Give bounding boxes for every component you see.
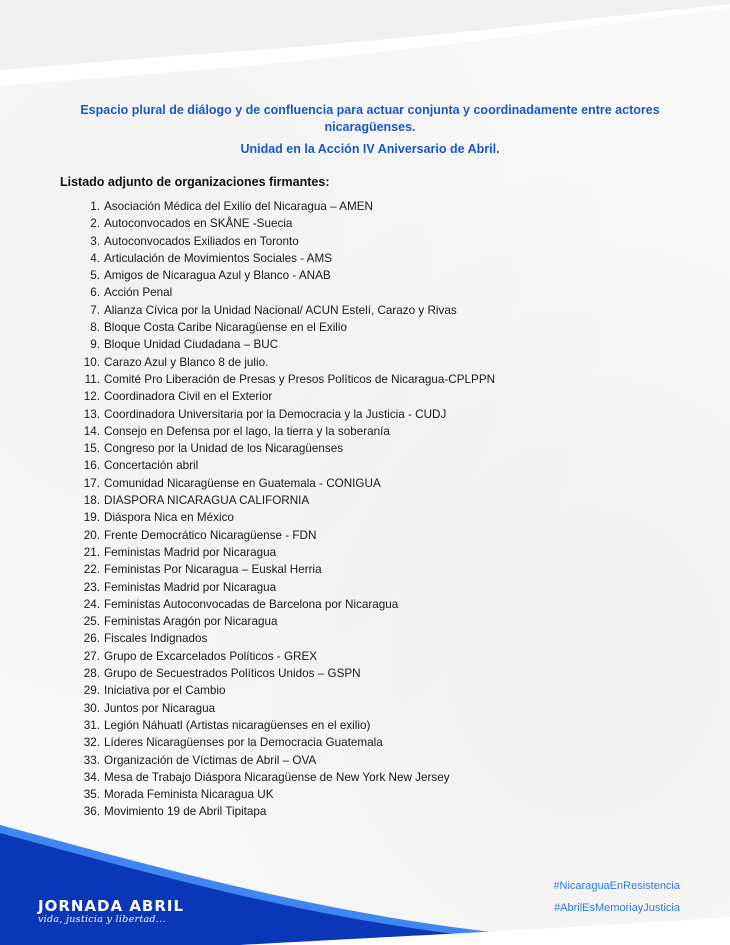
organization-item: [60, 786, 660, 803]
organization-number: 32.: [83, 736, 100, 750]
organization-number: 36.: [83, 805, 100, 819]
document-title: Espacio plural de diálogo y de confluencia para actuar conjunta y coordinadamente entre actores nicaragüenses.: [80, 103, 660, 134]
organization-number: 27.: [83, 649, 100, 663]
organization-number: 22.: [83, 563, 100, 577]
organization-number: 11.: [84, 372, 100, 386]
organization-number: 20.: [83, 528, 100, 542]
organization-item: [60, 440, 660, 457]
organization-item: [60, 457, 660, 474]
organization-item: [60, 509, 660, 526]
organization-item: [60, 354, 660, 371]
organization-item: [60, 613, 660, 630]
organization-name: DIASPORA NICARAGUA CALIFORNIA: [104, 494, 310, 508]
organization-name: Feministas Autoconvocadas de Barcelona por Nicaragua: [104, 597, 399, 611]
organization-item: [60, 336, 660, 353]
organization-item: [60, 769, 660, 786]
organization-name: Grupo de Excarcelados Políticos - GREX: [104, 649, 318, 663]
organization-item: [60, 267, 660, 284]
organization-number: 7.: [90, 303, 100, 317]
organization-number: 3.: [90, 234, 100, 248]
organization-name: Feministas Madrid por Nicaragua: [104, 580, 277, 594]
organization-item: [60, 388, 660, 405]
organization-number: 33.: [83, 753, 100, 767]
organization-item: [60, 717, 660, 734]
organization-number: 4.: [90, 251, 100, 265]
organization-number: 14.: [83, 424, 100, 438]
organization-item: [60, 215, 660, 232]
organization-name: Comité Pro Liberación de Presas y Presos Políticos de Nicaragua-CPLPPN: [104, 372, 496, 386]
organization-item: [60, 752, 660, 769]
organization-number: 31.: [83, 718, 100, 732]
organization-name: Organización de Víctimas de Abril – OVA: [104, 753, 317, 767]
organization-number: 10.: [83, 355, 100, 369]
organization-name: Grupo de Secuestrados Políticos Unidos – GSPN: [104, 667, 361, 681]
organization-number: 16.: [83, 459, 100, 473]
organization-item: [60, 579, 660, 596]
organization-name: Legión Náhuatl (Artistas nicaragüenses en el exilio): [104, 718, 371, 732]
organization-name: Alianza Cívica por la Unidad Nacional/ ACUN Estelí, Carazo y Rivas: [104, 303, 457, 317]
organization-item: [60, 475, 660, 492]
logo-tagline: vida, justicia y libertad...: [38, 914, 166, 925]
organization-name: Acción Penal: [104, 286, 173, 300]
organization-name: Diáspora Nica en México: [104, 511, 234, 525]
organization-item: [60, 682, 660, 699]
organization-number: 15.: [83, 442, 100, 456]
organization-name: Consejo en Defensa por el lago, la tierra y la soberanía: [104, 424, 390, 438]
organization-item: [60, 250, 660, 267]
organization-item: [60, 734, 660, 751]
organization-name: Concertación abril: [104, 459, 199, 473]
organization-item: [60, 371, 660, 388]
organization-number: 29.: [83, 684, 100, 698]
organization-number: 34.: [83, 770, 100, 784]
organization-item: [60, 648, 660, 665]
organization-name: Iniciativa por el Cambio: [104, 684, 226, 698]
organization-item: [60, 544, 660, 561]
organization-name: Movimiento 19 de Abril Tipitapa: [104, 805, 267, 819]
organization-item: [60, 665, 660, 682]
organization-number: 23.: [83, 580, 100, 594]
hashtags: [553, 875, 680, 919]
organization-item: [60, 423, 660, 440]
organization-name: Bloque Costa Caribe Nicaragüense en el Exilio: [104, 321, 347, 335]
organization-item: [60, 561, 660, 578]
organization-name: Articulación de Movimientos Sociales - AMS: [104, 251, 332, 265]
organization-number: 26.: [83, 632, 100, 646]
organization-number: 1.: [90, 200, 100, 213]
organization-item: [60, 596, 660, 613]
organization-name: Fiscales Indignados: [104, 632, 208, 646]
organization-number: 25.: [83, 615, 100, 629]
organization-item: [60, 630, 660, 647]
organization-item: [60, 406, 660, 423]
organization-name: Juntos por Nicaragua: [104, 701, 216, 715]
organization-number: 18.: [83, 494, 100, 508]
organization-name: Coordinadora Civil en el Exterior: [104, 390, 273, 404]
organization-number: 2.: [90, 217, 100, 231]
document-header: [75, 102, 665, 158]
list-title: Listado adjunto de organizaciones firmantes:: [60, 175, 330, 189]
organization-item: [60, 492, 660, 509]
organization-item: [60, 233, 660, 250]
organization-name: Bloque Unidad Ciudadana – BUC: [104, 338, 279, 352]
organization-number: 12.: [83, 390, 100, 404]
organizations-list: [60, 198, 660, 821]
organization-name: Feministas Aragón por Nicaragua: [104, 615, 278, 629]
organization-name: Morada Feminista Nicaragua UK: [104, 788, 274, 802]
organization-name: Asociación Médica del Exilio del Nicaragua – AMEN: [104, 200, 373, 213]
organization-name: Feministas Madrid por Nicaragua: [104, 545, 277, 559]
organization-number: 28.: [83, 667, 100, 681]
hashtag-resistencia[interactable]: #NicaraguaEnResistencia: [553, 880, 680, 892]
organization-number: 30.: [83, 701, 100, 715]
organization-item: [60, 302, 660, 319]
top-wave-decoration: [0, 0, 730, 110]
organization-number: 17.: [83, 476, 100, 490]
organization-name: Feministas Por Nicaragua – Euskal Herria: [104, 563, 322, 577]
organization-number: 21.: [83, 545, 100, 559]
organization-name: Líderes Nicaragüenses por la Democracia Guatemala: [104, 736, 383, 750]
organization-name: Mesa de Trabajo Diáspora Nicaragüense de New York New Jersey: [104, 770, 450, 784]
organization-name: Comunidad Nicaragüense en Guatemala - CONIGUA: [104, 476, 381, 490]
organization-number: 6.: [90, 286, 100, 300]
organization-item: [60, 319, 660, 336]
organization-name: Coordinadora Universitaria por la Democracia y la Justicia - CUDJ: [104, 407, 447, 421]
organization-item: [60, 527, 660, 544]
organization-name: Autoconvocados Exiliados en Toronto: [104, 234, 299, 248]
organization-item: [60, 284, 660, 301]
organization-name: Congreso por la Unidad de los Nicaragüenses: [104, 442, 344, 456]
organization-number: 19.: [83, 511, 100, 525]
hashtag-memoria[interactable]: #AbrilEsMemoriayJusticia: [554, 902, 680, 914]
organization-item: [60, 803, 660, 820]
organization-name: Frente Democrático Nicaragüense - FDN: [104, 528, 317, 542]
organization-number: 8.: [90, 321, 100, 335]
document-subtitle: Unidad en la Acción IV Aniversario de Abril.: [240, 142, 500, 156]
jornada-abril-logo: [38, 897, 184, 925]
organization-item: [60, 700, 660, 717]
organization-number: 35.: [83, 788, 100, 802]
organization-item: [60, 198, 660, 215]
organization-name: Autoconvocados en SKÅNE -Suecia: [104, 217, 293, 231]
organization-number: 24.: [83, 597, 100, 611]
logo-name: JORNADA ABRIL: [38, 897, 185, 915]
organization-number: 13.: [83, 407, 100, 421]
organization-number: 9.: [90, 338, 100, 352]
organization-name: Carazo Azul y Blanco 8 de julio.: [104, 355, 269, 369]
organization-name: Amigos de Nicaragua Azul y Blanco - ANAB: [104, 269, 331, 283]
organization-number: 5.: [90, 269, 100, 283]
